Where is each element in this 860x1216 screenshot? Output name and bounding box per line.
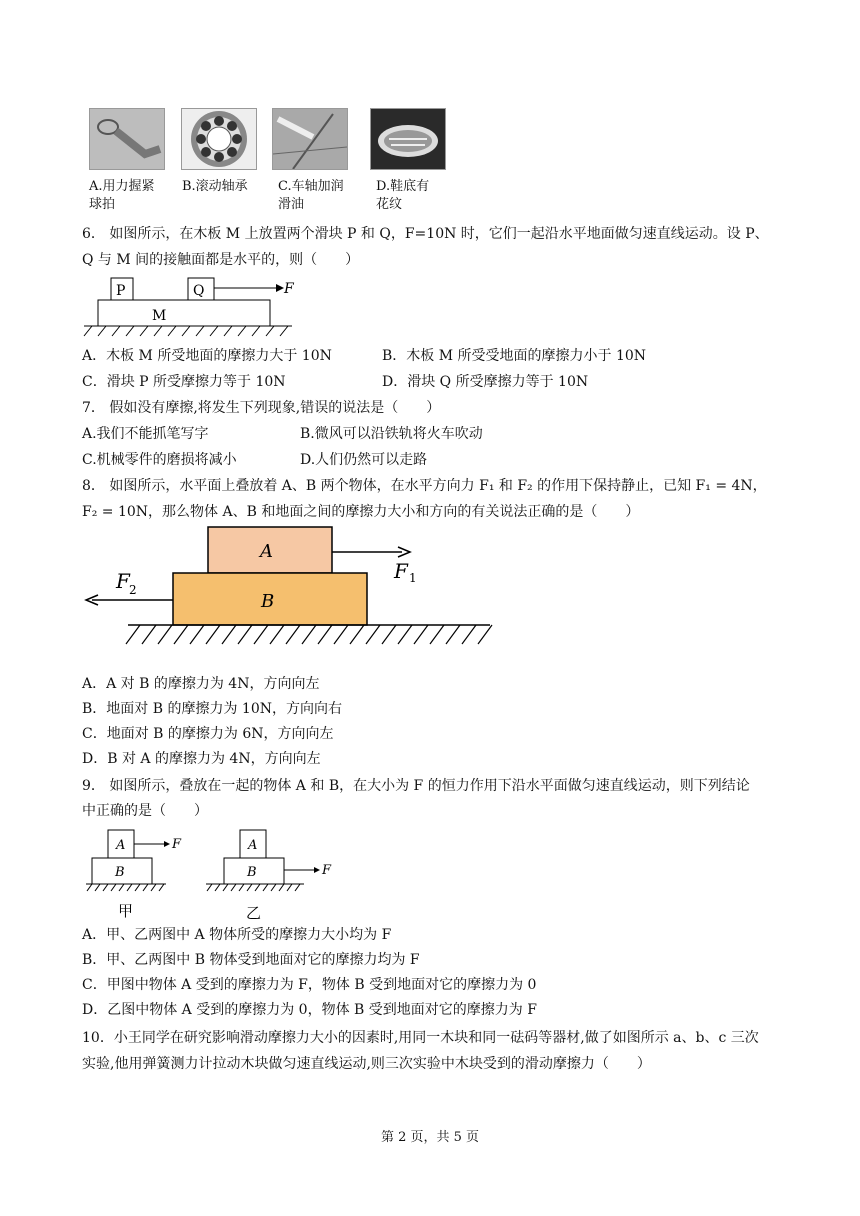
q5-option-d: D.鞋底有 花纹 bbox=[376, 179, 430, 212]
q8-label-b: B bbox=[261, 591, 275, 612]
q8-option-c: C．地面对 B 的摩擦力为 6N，方向向左 bbox=[82, 726, 334, 742]
q9-option-d: D．乙图中物体 A 受到的摩擦力为 0，物体 B 受到地面对它的摩擦力为 F bbox=[82, 1002, 537, 1018]
q6-label-q: Q bbox=[193, 283, 205, 299]
q6-stem-line2: Q 与 M 间的接触面都是水平的，则（ ） bbox=[82, 252, 360, 268]
racket-grip-photo bbox=[89, 108, 165, 170]
q8-stem-line1: 8． 如图所示，水平面上叠放着 A、B 两个物体，在水平方向力 F₁ 和 F₂ 的作用下保持静止，已知 F₁ = 4N， bbox=[82, 478, 767, 494]
q9-yi-caption: 乙 bbox=[246, 904, 262, 922]
q10-stem-line2: 实验,他用弹簧测力计拉动木块做匀速直线运动,则三次实验中木块受到的滑动摩擦力（ ） bbox=[82, 1056, 651, 1072]
q7-stem: 7． 假如没有摩擦,将发生下列现象,错误的说法是（ ） bbox=[82, 400, 441, 416]
page-footer: 第 2 页，共 5 页 bbox=[380, 1130, 480, 1145]
q9-stem-line1: 9． 如图所示，叠放在一起的物体 A 和 B，在大小为 F 的恒力作用下沿水平面做匀速直线运动，则下列结论 bbox=[82, 778, 750, 794]
q5-option-b: B.滚动轴承 bbox=[182, 179, 248, 194]
q8-label-a: A bbox=[260, 541, 273, 562]
q9-jia-label-a: A bbox=[116, 838, 126, 853]
q9-option-b: B．甲、乙两图中 B 物体受到地面对它的摩擦力均为 F bbox=[82, 952, 420, 968]
q9-stem-line2: 中正确的是（ ） bbox=[82, 803, 208, 819]
q6-stem-line1: 6． 如图所示，在木板 M 上放置两个滑块 P 和 Q，F=10N 时，它们一起沿水平地面做匀速直线运动。设 P、 bbox=[82, 226, 769, 242]
q5-option-c: C.车轴加润 滑油 bbox=[278, 179, 344, 212]
q9-yi-label-b: B bbox=[247, 865, 257, 880]
q8-stem-line2: F₂ = 10N，那么物体 A、B 和地面之间的摩擦力大小和方向的有关说法正确的是（ ） bbox=[82, 504, 640, 520]
q8-figure bbox=[80, 522, 510, 652]
q9-option-c: C．甲图中物体 A 受到的摩擦力为 F，物体 B 受到地面对它的摩擦力为 0 bbox=[82, 977, 537, 993]
q8-label-f1: F bbox=[394, 559, 408, 583]
q8-label-f1-sub: 1 bbox=[409, 571, 417, 585]
rolling-bearing-photo bbox=[181, 108, 257, 170]
q9-jia-caption: 甲 bbox=[118, 902, 134, 920]
q6-label-m: M bbox=[152, 308, 167, 324]
q9-yi-label-a: A bbox=[248, 838, 258, 853]
q9-figure bbox=[82, 826, 352, 922]
q8-label-f2: F bbox=[116, 569, 130, 593]
q8-option-a: A．A 对 B 的摩擦力为 4N，方向向左 bbox=[82, 676, 320, 692]
q9-jia-label-b: B bbox=[115, 865, 125, 880]
q10-stem-line1: 10．小王同学在研究影响滑动摩擦力大小的因素时,用同一木块和同一砝码等器材,做了如图所示 a、b、c 三次 bbox=[82, 1030, 759, 1046]
q9-jia-label-f: F bbox=[172, 837, 182, 852]
q6-label-p: P bbox=[116, 283, 126, 299]
axle-oiling-photo bbox=[272, 108, 348, 170]
q7-option-a: A.我们不能抓笔写字 bbox=[82, 426, 209, 442]
q8-option-d: D．B 对 A 的摩擦力为 4N，方向向左 bbox=[82, 751, 321, 767]
q5-option-a: A.用力握紧 球拍 bbox=[89, 179, 155, 212]
q6-figure bbox=[80, 276, 310, 344]
q9-option-a: A．甲、乙两图中 A 物体所受的摩擦力大小均为 F bbox=[82, 927, 392, 943]
q7-option-d: D.人们仍然可以走路 bbox=[300, 452, 428, 468]
shoe-sole-photo bbox=[370, 108, 446, 170]
q6-option-c: C．滑块 P 所受摩擦力等于 10N bbox=[82, 374, 286, 390]
q6-option-d: D．滑块 Q 所受摩擦力等于 10N bbox=[382, 374, 589, 390]
q7-option-c: C.机械零件的磨损将减小 bbox=[82, 452, 237, 468]
q6-option-b: B．木板 M 所受受地面的摩擦力小于 10N bbox=[382, 348, 647, 364]
q8-label-f2-sub: 2 bbox=[129, 583, 137, 597]
q8-option-b: B．地面对 B 的摩擦力为 10N，方向向右 bbox=[82, 701, 342, 717]
q6-option-a: A．木板 M 所受地面的摩擦力大于 10N bbox=[82, 348, 332, 364]
q7-option-b: B.微风可以沿铁轨将火车吹动 bbox=[300, 426, 483, 442]
q6-label-f: F bbox=[284, 281, 294, 297]
q9-yi-label-f: F bbox=[322, 863, 332, 878]
